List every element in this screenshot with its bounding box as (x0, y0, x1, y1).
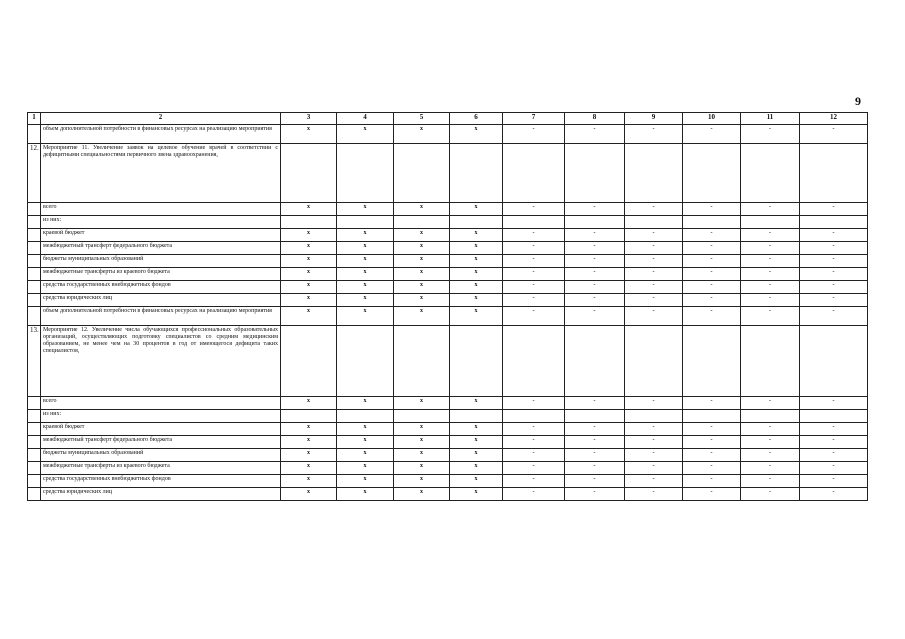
cell-value: - (741, 242, 800, 255)
cell-value: x (337, 475, 394, 488)
cell-value: - (741, 475, 800, 488)
cell-value: x (450, 423, 503, 436)
column-header-2: 2 (41, 113, 281, 125)
column-header-3: 3 (281, 113, 337, 125)
cell-value: x (450, 462, 503, 475)
cell-value: - (741, 307, 800, 326)
cell-value: - (683, 203, 741, 216)
cell-value: x (337, 294, 394, 307)
row-number (28, 216, 41, 229)
cell-value: - (800, 307, 868, 326)
cell-value: - (625, 307, 683, 326)
column-header-1: 1 (28, 113, 41, 125)
cell-value: - (565, 436, 625, 449)
column-header-6: 6 (450, 113, 503, 125)
cell-value: x (337, 462, 394, 475)
cell-value: - (683, 307, 741, 326)
cell-value: x (281, 203, 337, 216)
cell-value: x (281, 449, 337, 462)
cell-value: - (800, 462, 868, 475)
cell-value (683, 216, 741, 229)
cell-value: - (565, 203, 625, 216)
cell-value: x (337, 229, 394, 242)
cell-value: - (741, 281, 800, 294)
cell-value: x (337, 203, 394, 216)
cell-value: - (800, 397, 868, 410)
cell-value: - (503, 449, 565, 462)
cell-value (281, 216, 337, 229)
row-description: средства государственных внебюджетных фондов (41, 475, 281, 488)
cell-value: - (800, 436, 868, 449)
budget-table (27, 112, 868, 501)
cell-value (394, 144, 450, 203)
cell-value: - (503, 268, 565, 281)
cell-value: x (394, 423, 450, 436)
cell-value: - (503, 475, 565, 488)
cell-value: x (281, 242, 337, 255)
cell-value (741, 410, 800, 423)
cell-value: x (337, 125, 394, 144)
cell-value: - (625, 488, 683, 501)
cell-value: x (281, 307, 337, 326)
cell-value (503, 326, 565, 397)
cell-value: - (625, 281, 683, 294)
table-body (28, 113, 868, 501)
cell-value (503, 216, 565, 229)
cell-value: - (683, 294, 741, 307)
row-description: объем дополнительной потребности в финансовых ресурсах на реализацию мероприятия (41, 307, 281, 326)
cell-value: x (394, 255, 450, 268)
cell-value (394, 410, 450, 423)
row-number (28, 488, 41, 501)
cell-value: - (625, 268, 683, 281)
cell-value: - (683, 462, 741, 475)
cell-value: x (281, 229, 337, 242)
cell-value: x (337, 281, 394, 294)
cell-value: - (741, 488, 800, 501)
table-row (28, 488, 868, 501)
cell-value: - (683, 449, 741, 462)
row-description: всего (41, 397, 281, 410)
cell-value (800, 326, 868, 397)
cell-value (683, 410, 741, 423)
cell-value: x (394, 449, 450, 462)
row-description: средства юридических лиц (41, 488, 281, 501)
cell-value: x (450, 307, 503, 326)
cell-value: x (281, 475, 337, 488)
row-number (28, 281, 41, 294)
table-row (28, 326, 868, 397)
column-header-4: 4 (337, 113, 394, 125)
cell-value: - (741, 462, 800, 475)
cell-value: - (625, 462, 683, 475)
row-number (28, 255, 41, 268)
cell-value (565, 216, 625, 229)
cell-value: x (450, 488, 503, 501)
column-header-8: 8 (565, 113, 625, 125)
row-number (28, 462, 41, 475)
cell-value: - (741, 203, 800, 216)
cell-value: x (450, 242, 503, 255)
cell-value (337, 216, 394, 229)
cell-value: - (503, 125, 565, 144)
cell-value: - (565, 488, 625, 501)
row-description: межбюджетный трансферт федерального бюджета (41, 242, 281, 255)
page-number: 9 (855, 94, 861, 108)
cell-value: - (683, 242, 741, 255)
row-description: межбюджетный трансферт федерального бюджета (41, 436, 281, 449)
cell-value: x (337, 268, 394, 281)
row-number (28, 436, 41, 449)
cell-value: x (337, 255, 394, 268)
row-number (28, 475, 41, 488)
cell-value: - (503, 294, 565, 307)
cell-value: x (450, 475, 503, 488)
row-number (28, 229, 41, 242)
cell-value: - (625, 294, 683, 307)
column-header-10: 10 (683, 113, 741, 125)
cell-value: - (683, 281, 741, 294)
cell-value: - (503, 307, 565, 326)
cell-value: x (394, 203, 450, 216)
cell-value: - (565, 423, 625, 436)
cell-value: - (800, 229, 868, 242)
cell-value: - (565, 475, 625, 488)
cell-value (800, 410, 868, 423)
row-description: всего (41, 203, 281, 216)
row-number (28, 125, 41, 144)
cell-value (741, 326, 800, 397)
table-row (28, 144, 868, 203)
row-description: объем дополнительной потребности в финансовых ресурсах на реализацию мероприятия (41, 125, 281, 144)
cell-value: x (450, 203, 503, 216)
cell-value: x (337, 397, 394, 410)
table-row (28, 281, 868, 294)
cell-value (337, 144, 394, 203)
cell-value: x (281, 423, 337, 436)
cell-value: x (450, 229, 503, 242)
cell-value: - (565, 397, 625, 410)
cell-value: - (800, 281, 868, 294)
cell-value: - (625, 229, 683, 242)
cell-value: x (450, 294, 503, 307)
cell-value (394, 326, 450, 397)
cell-value (281, 410, 337, 423)
cell-value: - (625, 436, 683, 449)
cell-value: x (394, 397, 450, 410)
cell-value (450, 410, 503, 423)
table-row (28, 242, 868, 255)
cell-value: x (394, 488, 450, 501)
row-number (28, 268, 41, 281)
cell-value: x (337, 449, 394, 462)
cell-value: - (625, 397, 683, 410)
cell-value: - (503, 397, 565, 410)
table-row (28, 229, 868, 242)
cell-value: x (450, 281, 503, 294)
cell-value (337, 326, 394, 397)
cell-value: - (741, 255, 800, 268)
cell-value: x (450, 449, 503, 462)
row-description: межбюджетные трансферты из краевого бюджета (41, 268, 281, 281)
cell-value: x (281, 397, 337, 410)
row-number (28, 294, 41, 307)
cell-value: x (450, 125, 503, 144)
cell-value: - (503, 423, 565, 436)
cell-value: x (337, 488, 394, 501)
cell-value (450, 216, 503, 229)
cell-value (281, 326, 337, 397)
table-row (28, 436, 868, 449)
cell-value: x (394, 268, 450, 281)
cell-value: - (800, 488, 868, 501)
cell-value: - (625, 125, 683, 144)
cell-value: - (565, 462, 625, 475)
row-number: 13. (28, 326, 41, 397)
cell-value: - (683, 229, 741, 242)
cell-value: - (800, 242, 868, 255)
cell-value (565, 410, 625, 423)
row-description: средства государственных внебюджетных фондов (41, 281, 281, 294)
row-description: бюджеты муниципальных образований (41, 255, 281, 268)
cell-value: x (281, 268, 337, 281)
cell-value: - (800, 294, 868, 307)
cell-value: - (741, 294, 800, 307)
cell-value: x (337, 423, 394, 436)
cell-value: x (394, 307, 450, 326)
cell-value: x (281, 294, 337, 307)
cell-value: x (394, 436, 450, 449)
cell-value (683, 144, 741, 203)
cell-value: - (741, 125, 800, 144)
cell-value: - (800, 449, 868, 462)
cell-value: - (625, 475, 683, 488)
row-number (28, 410, 41, 423)
cell-value: x (281, 462, 337, 475)
cell-value: x (337, 242, 394, 255)
cell-value: - (683, 436, 741, 449)
table-row (28, 397, 868, 410)
cell-value: x (281, 488, 337, 501)
row-number (28, 242, 41, 255)
table-row (28, 125, 868, 144)
row-number: 12. (28, 144, 41, 203)
cell-value: - (741, 268, 800, 281)
cell-value: - (625, 423, 683, 436)
cell-value: - (800, 203, 868, 216)
cell-value: - (625, 255, 683, 268)
row-description: Мероприятие 11. Увеличение заявок на целевое обучение врачей в соответствии с дефицитными специальностями первичного звена здравоохранения, (41, 144, 281, 203)
cell-value: - (683, 475, 741, 488)
cell-value: x (281, 255, 337, 268)
cell-value: - (741, 397, 800, 410)
cell-value (741, 216, 800, 229)
row-description: краевой бюджет (41, 229, 281, 242)
cell-value: - (565, 229, 625, 242)
cell-value: - (683, 397, 741, 410)
column-header-9: 9 (625, 113, 683, 125)
table-row (28, 410, 868, 423)
column-header-7: 7 (503, 113, 565, 125)
cell-value: x (394, 475, 450, 488)
row-description: средства юридических лиц (41, 294, 281, 307)
table-row (28, 268, 868, 281)
cell-value (450, 144, 503, 203)
cell-value (741, 144, 800, 203)
cell-value: - (741, 423, 800, 436)
cell-value (625, 326, 683, 397)
cell-value: x (337, 307, 394, 326)
cell-value (625, 144, 683, 203)
cell-value: x (450, 436, 503, 449)
cell-value: x (450, 397, 503, 410)
cell-value: x (450, 255, 503, 268)
cell-value: - (683, 255, 741, 268)
row-description: межбюджетные трансферты из краевого бюджета (41, 462, 281, 475)
row-description: из них: (41, 410, 281, 423)
cell-value: - (503, 229, 565, 242)
column-header-5: 5 (394, 113, 450, 125)
table-row (28, 203, 868, 216)
cell-value: - (565, 242, 625, 255)
table-row (28, 462, 868, 475)
column-header-12: 12 (800, 113, 868, 125)
cell-value: - (625, 449, 683, 462)
table-row (28, 255, 868, 268)
cell-value (565, 326, 625, 397)
cell-value: x (337, 436, 394, 449)
cell-value: - (503, 281, 565, 294)
table-row (28, 449, 868, 462)
row-description: бюджеты муниципальных образований (41, 449, 281, 462)
cell-value: - (800, 268, 868, 281)
cell-value: - (503, 203, 565, 216)
cell-value: x (394, 294, 450, 307)
cell-value: x (450, 268, 503, 281)
cell-value: - (800, 475, 868, 488)
cell-value: x (394, 242, 450, 255)
cell-value: - (503, 242, 565, 255)
cell-value: - (625, 203, 683, 216)
cell-value: - (683, 423, 741, 436)
cell-value: x (281, 436, 337, 449)
cell-value (683, 326, 741, 397)
cell-value: - (503, 255, 565, 268)
cell-value: - (503, 462, 565, 475)
cell-value: - (503, 436, 565, 449)
row-number (28, 449, 41, 462)
cell-value (450, 326, 503, 397)
cell-value (625, 410, 683, 423)
table-row (28, 216, 868, 229)
row-description: краевой бюджет (41, 423, 281, 436)
cell-value: - (625, 242, 683, 255)
cell-value (394, 216, 450, 229)
cell-value (565, 144, 625, 203)
table-row (28, 294, 868, 307)
cell-value: - (565, 294, 625, 307)
cell-value: x (281, 281, 337, 294)
cell-value: - (683, 488, 741, 501)
cell-value: - (565, 125, 625, 144)
cell-value: - (565, 281, 625, 294)
table-row (28, 423, 868, 436)
cell-value: - (565, 268, 625, 281)
cell-value (625, 216, 683, 229)
cell-value (800, 144, 868, 203)
cell-value: x (394, 281, 450, 294)
cell-value: - (565, 307, 625, 326)
cell-value (503, 410, 565, 423)
cell-value: - (683, 268, 741, 281)
cell-value: x (394, 462, 450, 475)
cell-value: - (565, 255, 625, 268)
cell-value (503, 144, 565, 203)
table-row (28, 475, 868, 488)
row-description: из них: (41, 216, 281, 229)
row-number (28, 423, 41, 436)
cell-value (800, 216, 868, 229)
header-row (28, 113, 868, 125)
cell-value: x (394, 229, 450, 242)
cell-value: - (683, 125, 741, 144)
table-row (28, 307, 868, 326)
cell-value: - (503, 488, 565, 501)
cell-value: - (565, 449, 625, 462)
cell-value: - (800, 255, 868, 268)
cell-value: - (741, 229, 800, 242)
row-description: Мероприятие 12. Увеличение числа обучающихся профессиональных образовательных организаций, осуществляющих подготовку специалистов со средним медицинским образованием, не менее чем на 30 процентов в год от имеющегося дефицита таких специалистов, (41, 326, 281, 397)
cell-value (337, 410, 394, 423)
cell-value: - (741, 436, 800, 449)
cell-value: - (741, 449, 800, 462)
column-header-11: 11 (741, 113, 800, 125)
cell-value: - (800, 423, 868, 436)
cell-value: x (394, 125, 450, 144)
row-number (28, 397, 41, 410)
cell-value: x (281, 125, 337, 144)
row-number (28, 203, 41, 216)
row-number (28, 307, 41, 326)
cell-value (281, 144, 337, 203)
cell-value: - (800, 125, 868, 144)
